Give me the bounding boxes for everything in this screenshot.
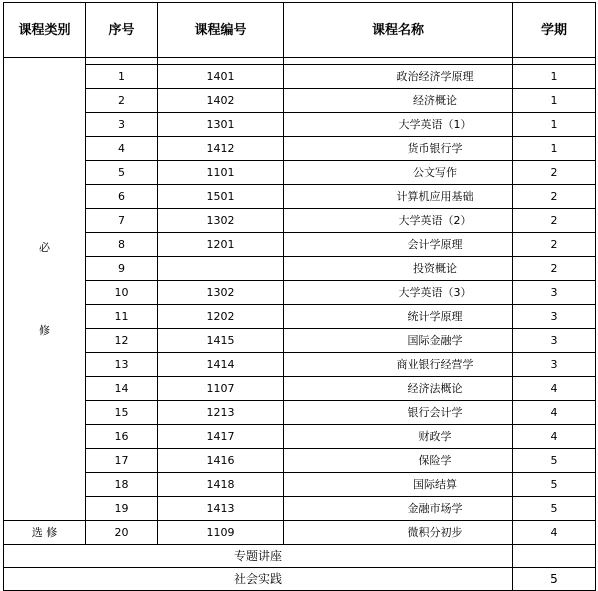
row-code: 1417 bbox=[158, 425, 284, 449]
course-name-text: 银行会计学 bbox=[407, 406, 463, 419]
row-code: 1302 bbox=[158, 209, 284, 233]
row-code: 1201 bbox=[158, 233, 284, 257]
row-name bbox=[284, 161, 513, 185]
row-code: 1107 bbox=[158, 377, 284, 401]
table-row bbox=[4, 209, 596, 233]
row-term: 5 bbox=[513, 449, 596, 473]
row-index: 4 bbox=[86, 137, 158, 161]
spacer-cell bbox=[158, 58, 284, 65]
practice-label: 社会实践 bbox=[4, 568, 513, 591]
lecture-label: 专题讲座 bbox=[4, 545, 513, 568]
header-category: 课程类别 bbox=[4, 3, 86, 58]
course-name-text: 金融市场学 bbox=[407, 502, 463, 515]
row-code: 1418 bbox=[158, 473, 284, 497]
row-term: 2 bbox=[513, 185, 596, 209]
course-name-text: 经济法概论 bbox=[407, 382, 463, 395]
practice-term: 5 bbox=[513, 568, 596, 591]
table-row bbox=[4, 65, 596, 89]
course-name-text: 统计学原理 bbox=[407, 310, 463, 323]
row-term: 3 bbox=[513, 281, 596, 305]
table-row bbox=[4, 329, 596, 353]
table-row bbox=[4, 377, 596, 401]
course-name-text: 微积分初步 bbox=[407, 526, 463, 539]
course-name-text: 财政学 bbox=[418, 430, 452, 443]
row-index: 11 bbox=[86, 305, 158, 329]
course-name-text: 政治经济学原理 bbox=[396, 70, 474, 83]
header-code: 课程编号 bbox=[158, 3, 284, 58]
row-index: 12 bbox=[86, 329, 158, 353]
course-name-text: 大学英语（3） bbox=[398, 286, 472, 299]
course-name-text: 计算机应用基础 bbox=[396, 190, 474, 203]
spacer-cell bbox=[86, 58, 158, 65]
row-name bbox=[284, 521, 513, 545]
row-index: 1 bbox=[86, 65, 158, 89]
row-code: 1202 bbox=[158, 305, 284, 329]
row-term: 4 bbox=[513, 425, 596, 449]
row-term: 1 bbox=[513, 65, 596, 89]
row-code: 1109 bbox=[158, 521, 284, 545]
row-index: 16 bbox=[86, 425, 158, 449]
row-name bbox=[284, 401, 513, 425]
table-row bbox=[4, 89, 596, 113]
row-term: 1 bbox=[513, 89, 596, 113]
row-name bbox=[284, 305, 513, 329]
table-row bbox=[4, 497, 596, 521]
row-code: 1415 bbox=[158, 329, 284, 353]
table-body bbox=[4, 58, 596, 591]
row-name bbox=[284, 497, 513, 521]
row-name bbox=[284, 449, 513, 473]
course-name-text: 会计学原理 bbox=[407, 238, 463, 251]
row-term: 3 bbox=[513, 305, 596, 329]
header-index: 序号 bbox=[86, 3, 158, 58]
row-name bbox=[284, 89, 513, 113]
row-name bbox=[284, 137, 513, 161]
row-code: 1416 bbox=[158, 449, 284, 473]
row-name bbox=[284, 185, 513, 209]
row-name bbox=[284, 209, 513, 233]
row-term: 2 bbox=[513, 257, 596, 281]
practice-row bbox=[4, 568, 596, 591]
table-row bbox=[4, 281, 596, 305]
course-name-text: 大学英语（2） bbox=[398, 214, 472, 227]
row-term: 4 bbox=[513, 401, 596, 425]
row-term: 2 bbox=[513, 233, 596, 257]
table-row bbox=[4, 305, 596, 329]
row-name bbox=[284, 329, 513, 353]
category-elective-cell: 选 修 bbox=[4, 521, 86, 545]
row-name bbox=[284, 353, 513, 377]
spacer-cell bbox=[284, 58, 513, 65]
lecture-row bbox=[4, 545, 596, 568]
table-row bbox=[4, 353, 596, 377]
course-name-text: 投资概论 bbox=[413, 262, 457, 275]
row-term: 3 bbox=[513, 353, 596, 377]
row-term: 2 bbox=[513, 209, 596, 233]
table-row bbox=[4, 401, 596, 425]
row-name bbox=[284, 233, 513, 257]
table-row bbox=[4, 425, 596, 449]
row-code: 1101 bbox=[158, 161, 284, 185]
course-table bbox=[3, 2, 596, 591]
row-name bbox=[284, 473, 513, 497]
row-code: 1213 bbox=[158, 401, 284, 425]
row-term: 5 bbox=[513, 473, 596, 497]
course-name-text: 货币银行学 bbox=[407, 142, 463, 155]
course-name-text: 商业银行经营学 bbox=[396, 358, 474, 371]
row-code: 1413 bbox=[158, 497, 284, 521]
category-required-char1: 必 bbox=[39, 241, 50, 254]
table-row bbox=[4, 233, 596, 257]
row-code: 1301 bbox=[158, 113, 284, 137]
course-name-text: 公文写作 bbox=[413, 166, 457, 179]
lecture-term bbox=[513, 545, 596, 568]
table-row bbox=[4, 161, 596, 185]
course-name-text: 经济概论 bbox=[413, 94, 457, 107]
row-index: 2 bbox=[86, 89, 158, 113]
row-name bbox=[284, 65, 513, 89]
table-row bbox=[4, 137, 596, 161]
course-name-text: 大学英语（1） bbox=[398, 118, 472, 131]
row-index: 15 bbox=[86, 401, 158, 425]
spacer-cell bbox=[513, 58, 596, 65]
table-row bbox=[4, 473, 596, 497]
row-index: 8 bbox=[86, 233, 158, 257]
row-index: 3 bbox=[86, 113, 158, 137]
row-term: 3 bbox=[513, 329, 596, 353]
row-index: 7 bbox=[86, 209, 158, 233]
row-index: 19 bbox=[86, 497, 158, 521]
row-index: 14 bbox=[86, 377, 158, 401]
course-name-text: 保险学 bbox=[418, 454, 452, 467]
table-row bbox=[4, 257, 596, 281]
table-row bbox=[4, 449, 596, 473]
row-term: 5 bbox=[513, 497, 596, 521]
header-name: 课程名称 bbox=[284, 3, 513, 58]
row-index: 5 bbox=[86, 161, 158, 185]
category-required-char2: 修 bbox=[39, 324, 50, 337]
row-code: 1402 bbox=[158, 89, 284, 113]
row-term: 4 bbox=[513, 521, 596, 545]
row-code: 1414 bbox=[158, 353, 284, 377]
table-row bbox=[4, 113, 596, 137]
row-name bbox=[284, 377, 513, 401]
row-index: 6 bbox=[86, 185, 158, 209]
row-name bbox=[284, 113, 513, 137]
row-term: 1 bbox=[513, 137, 596, 161]
row-index: 20 bbox=[86, 521, 158, 545]
row-index: 9 bbox=[86, 257, 158, 281]
row-term: 4 bbox=[513, 377, 596, 401]
row-index: 18 bbox=[86, 473, 158, 497]
header-term: 学期 bbox=[513, 3, 596, 58]
row-index: 17 bbox=[86, 449, 158, 473]
row-code: 1302 bbox=[158, 281, 284, 305]
row-name bbox=[284, 257, 513, 281]
category-required-cell bbox=[4, 58, 86, 521]
row-code bbox=[158, 257, 284, 281]
row-code: 1501 bbox=[158, 185, 284, 209]
table-row bbox=[4, 185, 596, 209]
row-index: 13 bbox=[86, 353, 158, 377]
header-row bbox=[4, 3, 596, 58]
elective-row bbox=[4, 521, 596, 545]
course-name-text: 国际结算 bbox=[413, 478, 457, 491]
row-term: 2 bbox=[513, 161, 596, 185]
course-name-text: 国际金融学 bbox=[407, 334, 463, 347]
row-name bbox=[284, 425, 513, 449]
row-term: 1 bbox=[513, 113, 596, 137]
row-index: 10 bbox=[86, 281, 158, 305]
row-name bbox=[284, 281, 513, 305]
spacer-row bbox=[4, 58, 596, 65]
row-code: 1412 bbox=[158, 137, 284, 161]
row-code: 1401 bbox=[158, 65, 284, 89]
